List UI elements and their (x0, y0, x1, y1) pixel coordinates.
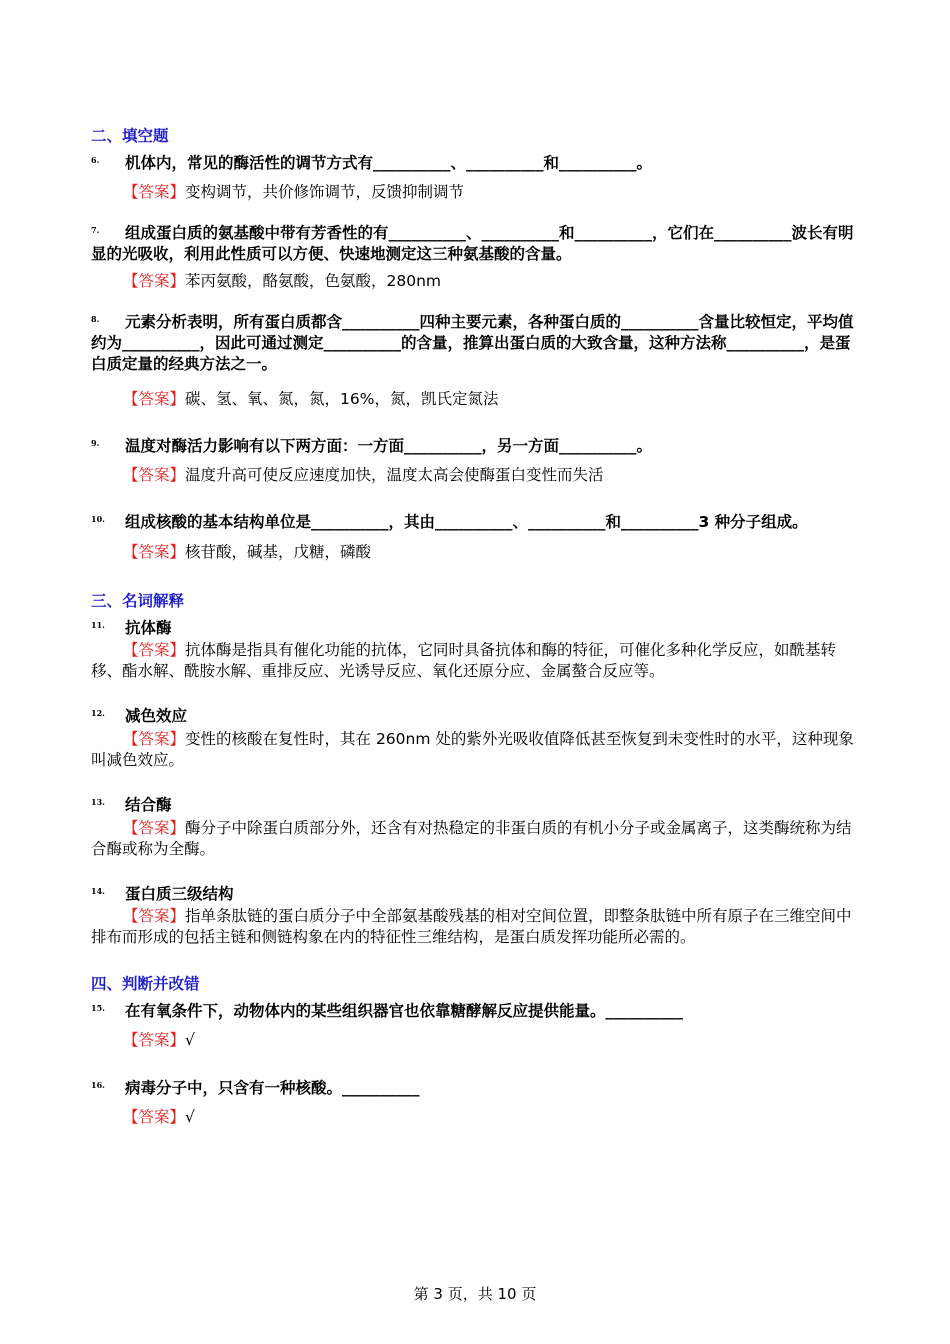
answer-text: 酶分子中除蛋白质部分外，还含有对热稳定的非蛋白质的有机小分子或金属离子，这类酶统称为结合酶或称为全酶。 (91, 819, 852, 858)
question-text: 减色效应 (125, 707, 188, 725)
question-number: 10. (91, 514, 105, 524)
question-text: 蛋白质三级结构 (125, 885, 234, 903)
answer-text: 抗体酶是指具有催化功能的抗体，它同时具备抗体和酶的特征，可催化多种化学反应，如酰基转移、酯水解、酰胺水解、重排反应、光诱导反应、氧化还原分应、金属螯合反应等。 (91, 641, 837, 680)
question-number: 8. (91, 314, 100, 324)
answer-tag: 【答案】 (123, 907, 186, 925)
answer-6 (91, 182, 863, 203)
question-10 (91, 512, 863, 533)
question-text: 组成蛋白质的氨基酸中带有芳香性的有__________、__________和__________，它们在__________波长有明显的光吸收，利用此性质可以方便、快速地测定这三种氨基酸的含量。 (91, 224, 854, 263)
question-number: 9. (91, 438, 100, 448)
question-number: 16. (91, 1080, 105, 1090)
answer-10 (91, 542, 863, 563)
question-text: 抗体酶 (125, 619, 172, 637)
question-number: 15. (91, 1003, 105, 1013)
answer-text: 变性的核酸在复性时，其在 260nm 处的紫外光吸收值降低甚至恢复到未变性时的水平，这种现象叫减色效应。 (91, 730, 854, 769)
question-text: 组成核酸的基本结构单位是__________，其由__________、__________和__________3 种分子组成。 (125, 513, 808, 531)
question-13 (91, 795, 863, 816)
answer-tag: 【答案】 (123, 1108, 186, 1126)
answer-text: 核苷酸，碱基，戊糖，磷酸 (185, 543, 372, 561)
question-number: 7. (91, 225, 100, 235)
question-number: 14. (91, 886, 105, 896)
question-number: 12. (91, 708, 105, 718)
answer-text: 温度升高可使反应速度加快，温度太高会使酶蛋白变性而失活 (185, 466, 604, 484)
answer-text: 变构调节，共价修饰调节，反馈抑制调节 (185, 183, 465, 201)
answer-9 (91, 465, 863, 486)
question-number: 6. (91, 155, 100, 165)
question-8 (91, 312, 863, 375)
answer-16 (91, 1107, 863, 1128)
answer-7 (91, 271, 863, 292)
answer-8 (91, 389, 863, 410)
question-14 (91, 884, 863, 905)
page-footer: 第 3 页，共 10 页 (413, 1285, 537, 1303)
answer-text: √ (185, 1031, 195, 1049)
question-11 (91, 618, 863, 639)
answer-text: 指单条肽链的蛋白质分子中全部氨基酸残基的相对空间位置，即整条肽链中所有原子在三维空间中排布而形成的包括主链和侧链构象在内的特征性三维结构，是蛋白质发挥功能所必需的。 (91, 907, 852, 946)
answer-tag: 【答案】 (123, 466, 186, 484)
question-12 (91, 706, 863, 727)
question-number: 11. (91, 620, 105, 630)
question-7 (91, 223, 863, 265)
answer-12 (91, 729, 863, 771)
answer-tag: 【答案】 (123, 390, 186, 408)
question-9 (91, 436, 863, 457)
answer-text: 苯丙氨酸，酪氨酸，色氨酸，280nm (185, 272, 442, 290)
answer-tag: 【答案】 (123, 641, 186, 659)
answer-tag: 【答案】 (123, 730, 186, 748)
question-6 (91, 153, 863, 174)
question-15 (91, 1001, 863, 1022)
section-title-term-explanation: 三、名词解释 (91, 592, 185, 610)
answer-tag: 【答案】 (123, 543, 186, 561)
question-text: 温度对酶活力影响有以下两方面：一方面__________，另一方面__________。 (125, 437, 653, 455)
answer-text: √ (185, 1108, 195, 1126)
question-text: 在有氧条件下，动物体内的某些组织器官也依靠糖酵解反应提供能量。__________ (125, 1002, 684, 1020)
answer-15 (91, 1030, 863, 1051)
answer-11 (91, 640, 863, 682)
question-number: 13. (91, 797, 105, 807)
answer-13 (91, 818, 863, 860)
question-text: 机体内，常见的酶活性的调节方式有__________、__________和__________。 (125, 154, 653, 172)
section-title-fill-blank: 二、填空题 (91, 127, 169, 145)
answer-tag: 【答案】 (123, 183, 186, 201)
answer-text: 碳、氢、氧、氮，氮，16%，氮，凯氏定氮法 (185, 390, 499, 408)
question-16 (91, 1078, 863, 1099)
answer-14 (91, 906, 863, 948)
answer-tag: 【答案】 (123, 272, 186, 290)
question-text: 病毒分子中，只含有一种核酸。__________ (125, 1079, 420, 1097)
question-text: 结合酶 (125, 796, 172, 814)
answer-tag: 【答案】 (123, 819, 186, 837)
question-text: 元素分析表明，所有蛋白质都含__________四种主要元素，各种蛋白质的__________含量比较恒定，平均值约为__________，因此可通过测定__________的含量，推算出蛋白质的大致含量，这种方法称__________，是蛋白质定量的经典方法之一。 (91, 313, 854, 373)
section-title-judge-correct: 四、判断并改错 (91, 975, 200, 993)
answer-tag: 【答案】 (123, 1031, 186, 1049)
